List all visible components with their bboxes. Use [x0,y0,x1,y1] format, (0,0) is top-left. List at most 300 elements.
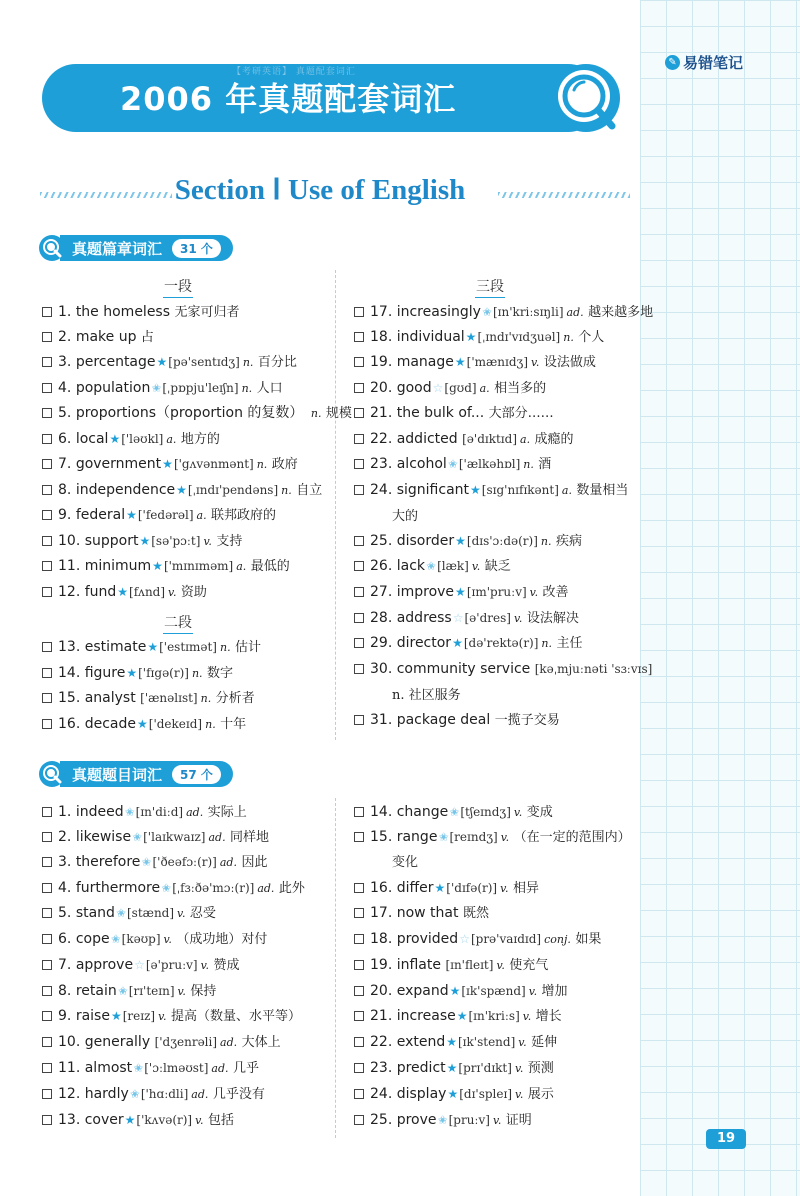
item-number: 11. [58,1060,81,1076]
item-word: retain [75,983,117,999]
item-number: 11. [58,558,81,574]
vocab-item [354,903,489,924]
vocab-item [42,327,154,348]
item-word: stand [75,905,115,921]
item-number: 1. [58,804,72,820]
checkbox[interactable] [42,668,52,678]
vocab-item [42,454,298,475]
checkbox[interactable] [42,857,52,867]
item-pos: v. [471,560,481,573]
subsection-label: 三段 [460,276,520,298]
checkbox[interactable] [354,459,364,469]
item-word: display [396,1086,447,1102]
item-phonetic: [prɪ'dɪkt] [458,1061,512,1075]
star-icon: ★ [456,1009,468,1023]
checkbox[interactable] [42,934,52,944]
checkbox[interactable] [354,1089,364,1099]
checkbox[interactable] [42,332,52,342]
item-phonetic: [sɪg'nɪfɪkənt] [481,483,559,497]
item-phonetic: [reɪndʒ] [449,830,498,844]
item-phonetic: [sə'pɔːt] [151,534,201,548]
item-pos: n. [200,692,212,705]
item-pos: v. [514,1062,524,1075]
vocab-item [354,1084,554,1105]
star-icon: ✬ [129,1087,140,1101]
item-phonetic: ['laɪkwaɪz] [143,830,206,844]
star-icon: ✬ [124,805,135,819]
item-word: raise [75,1008,110,1024]
star-icon: ★ [156,355,168,369]
star-icon: ✬ [481,305,492,319]
checkbox[interactable] [42,383,52,393]
item-meaning: 百分比 [257,355,297,370]
item-number: 30. [370,661,393,677]
item-meaning: 预测 [527,1061,554,1076]
star-icon: ☆ [432,381,444,395]
checkbox[interactable] [354,960,364,970]
vocab-item [354,429,574,450]
item-phonetic: [gʊd] [444,381,477,395]
checkbox[interactable] [354,715,364,725]
item-pos: v. [177,907,186,920]
item-word: predict [396,1060,446,1076]
checkbox[interactable] [354,1063,364,1073]
item-meaning: 赞成 [213,958,240,973]
item-word: good [396,380,432,396]
item-number: 2. [58,329,72,345]
item-meaning: 此外 [278,881,305,896]
item-number: 12. [58,584,81,600]
star-icon: ★ [465,330,477,344]
vocab-item [354,302,653,323]
item-meaning: 资助 [180,585,207,600]
star-icon: ★ [152,559,163,573]
checkbox[interactable] [42,357,52,367]
item-number: 15. [370,829,393,845]
checkbox[interactable] [354,357,364,367]
star-icon: ★ [110,1009,122,1023]
item-meaning: 大部分…… [488,406,554,421]
vocab-item [42,827,269,848]
item-word: furthermore [75,880,161,896]
item-number: 14. [370,804,393,820]
checkbox[interactable] [354,908,364,918]
checkbox[interactable] [42,307,52,317]
vocab-item [42,802,247,823]
checkbox[interactable] [354,934,364,944]
item-phonetic: [pruːv] [448,1113,490,1127]
title-banner [42,64,602,132]
item-pos: v. [515,1088,524,1101]
item-number: 24. [370,1086,393,1102]
checkbox[interactable] [354,1115,364,1125]
item-number: 25. [370,533,393,549]
item-meaning: 支持 [216,534,243,549]
item-number: 10. [58,1034,81,1050]
checkbox[interactable] [42,587,52,597]
vocab-item [354,981,568,1002]
checkbox[interactable] [354,807,364,817]
item-pos: a. [520,433,531,446]
checkbox[interactable] [42,1063,52,1073]
item-word: minimum [84,558,152,574]
item-meaning: 自立 [296,483,323,498]
checkbox[interactable] [354,832,364,842]
vocab-item [42,663,233,684]
item-phonetic: [dɪ'spleɪ] [459,1087,513,1101]
item-word: the bulk of... [396,405,485,421]
item-phonetic: [ə'dɪktɪd] [462,432,518,446]
item-number: 20. [370,380,393,396]
vocab-item [354,403,554,424]
item-phonetic: ['ænəlɪst] [140,691,198,705]
star-icon: ★ [109,432,121,446]
item-phonetic: [ˌɪndɪ'vɪdʒuəl] [477,330,561,344]
star-icon: ✬ [161,881,172,895]
item-phonetic: [ɪk'stend] [458,1035,516,1049]
vocab-item [354,531,582,552]
item-pos: n. [281,484,292,497]
item-word: local [75,431,109,447]
item-word: significant [396,482,470,498]
checkbox[interactable] [42,459,52,469]
vocab-item [354,878,539,899]
checkbox[interactable] [42,986,52,996]
star-icon: ★ [470,483,481,497]
item-number: 17. [370,304,393,320]
checkbox[interactable] [42,719,52,729]
item-word: cover [84,1112,124,1128]
item-meaning: 越来越多地 [588,305,654,320]
checkbox[interactable] [42,434,52,444]
subsection-label: 一段 [148,276,208,298]
star-icon: ★ [124,1113,136,1127]
item-number: 31. [370,712,393,728]
item-meaning: 联邦政府的 [211,508,277,523]
checkbox[interactable] [354,485,364,495]
star-icon: ★ [162,457,173,471]
item-phonetic: ['mɪnɪməm] [163,559,234,573]
item-meaning: 改善 [542,585,569,600]
item-phonetic: ['dekeɪd] [148,717,203,731]
vocab-item [354,582,569,603]
item-meaning: 人口 [256,381,283,396]
checkbox[interactable] [354,883,364,893]
item-number: 2. [58,829,72,845]
checkbox[interactable] [42,807,52,817]
page-title: 2006 年真题配套词汇 [120,80,457,118]
checkbox[interactable] [42,408,52,418]
search-icon [38,234,66,262]
item-pos: a. [196,509,207,522]
item-pos: v. [518,1036,527,1049]
item-pos: ad. [186,806,204,819]
item-number: 15. [58,690,81,706]
star-icon: ✬ [437,1113,448,1127]
item-number: 6. [58,431,72,447]
search-icon [38,760,66,788]
checkbox[interactable] [354,332,364,342]
checkbox[interactable] [42,1089,52,1099]
item-number: 7. [58,456,72,472]
column-divider [335,798,336,1138]
checkbox[interactable] [42,1037,52,1047]
grid-background [640,0,800,1196]
item-continuation: n. 社区服务 [392,688,461,703]
checkbox[interactable] [354,307,364,317]
item-meaning: 估计 [235,640,262,655]
item-word: inflate [396,957,441,973]
item-meaning: 无家可归者 [174,305,240,320]
vocab-item [354,929,601,950]
item-pos: n. [540,535,552,548]
item-phonetic: ['ɔːlməʊst] [144,1061,209,1075]
checkbox[interactable] [354,1011,364,1021]
item-number: 10. [58,533,81,549]
item-number: 9. [58,507,72,523]
item-phonetic: [reɪz] [122,1009,156,1023]
vocab-item [42,505,276,526]
vocab-item [354,1006,562,1027]
vocab-item [354,454,551,475]
item-word: proportions（proportion 的复数） [75,405,304,421]
item-phonetic: ['dʒenrəli] [154,1035,218,1049]
vocab-item [354,378,546,399]
checkbox[interactable] [42,561,52,571]
checkbox[interactable] [354,613,364,623]
item-meaning: 如果 [575,932,602,947]
item-meaning: 相当多的 [494,381,547,396]
item-meaning: 主任 [556,636,583,651]
vocab-item [354,710,560,731]
item-pos: v. [492,1114,502,1127]
star-icon: ★ [176,483,187,497]
item-pos: ad. [211,1062,229,1075]
item-pos: v. [500,882,509,895]
item-meaning: 变成 [526,805,553,820]
item-word: director [396,635,452,651]
vocab-item [42,981,216,1002]
item-phonetic: ['kʌvə(r)] [136,1113,193,1127]
page-number: 19 [706,1129,746,1149]
star-icon: ★ [139,534,151,548]
item-word: hardly [84,1086,129,1102]
item-phonetic: [ˌɪndɪ'pendəns] [187,483,279,497]
item-meaning: 因此 [241,855,268,870]
item-meaning: 成瘾的 [534,432,574,447]
checkbox[interactable] [354,383,364,393]
star-icon: ☆ [459,932,470,946]
vocab-item [354,608,579,629]
item-meaning: 增加 [541,984,568,999]
item-continuation: 大的 [392,509,419,524]
item-pos: v. [158,1010,167,1023]
star-icon: ✬ [449,805,460,819]
item-pos: v. [513,806,523,819]
item-word: independence [75,482,176,498]
item-pos: v. [522,1010,532,1023]
item-number: 20. [370,983,393,999]
star-icon: ★ [147,640,159,654]
item-meaning: 占 [140,330,154,345]
item-meaning: 相异 [512,881,539,896]
item-meaning: 证明 [505,1113,532,1128]
item-word: figure [84,665,126,681]
checkbox[interactable] [42,960,52,970]
checkbox[interactable] [354,986,364,996]
item-meaning: （在一定的范围内） [513,830,631,845]
item-word: generally [84,1034,151,1050]
checkbox[interactable] [354,587,364,597]
item-pos: n. [241,382,253,395]
item-meaning: 延伸 [531,1035,558,1050]
item-number: 3. [58,854,72,870]
star-icon: ✬ [117,984,128,998]
item-pos: n. [310,407,322,420]
vocab-item [42,352,297,373]
star-icon: ☆ [134,958,145,972]
item-word: disorder [396,533,455,549]
star-icon: ★ [434,881,446,895]
item-word: manage [396,354,454,370]
item-phonetic: ['mænɪdʒ] [466,355,528,369]
item-word: therefore [75,854,141,870]
item-number: 19. [370,354,393,370]
vocab-item [354,1058,554,1079]
part1-count: 31 个 [172,239,221,258]
item-meaning: 同样地 [230,830,270,845]
checkbox[interactable] [42,908,52,918]
item-meaning: 保持 [190,984,217,999]
part2-heading: 真题题目词汇 57 个 [38,760,233,788]
item-number: 1. [58,304,72,320]
item-phonetic: ['fɪgə(r)] [138,666,189,680]
item-number: 16. [58,716,81,732]
vocab-item [42,852,267,873]
checkbox[interactable] [354,561,364,571]
vocab-item [42,480,322,501]
item-pos: ad. [191,1088,209,1101]
item-number: 21. [370,1008,393,1024]
star-icon: ✬ [447,457,458,471]
star-icon: ✬ [141,855,152,869]
vocab-item [42,688,255,709]
item-phonetic: [kəʊp] [121,932,161,946]
item-phonetic: ['estɪmət] [159,640,217,654]
vocab-item [42,429,220,450]
item-meaning: 大体上 [241,1035,281,1050]
item-phonetic: [ɪk'spænd] [461,984,526,998]
checkbox[interactable] [42,1011,52,1021]
item-phonetic: ['ləʊkl] [121,432,164,446]
star-icon: ★ [126,666,138,680]
checkbox[interactable] [354,434,364,444]
item-phonetic: [tʃeɪndʒ] [460,805,511,819]
vocab-item [354,659,652,679]
item-phonetic: [də'rektə(r)] [463,636,539,650]
item-meaning: 提高（数量、水平等） [170,1009,301,1024]
item-word: address [396,610,452,626]
checkbox[interactable] [42,536,52,546]
vocab-item [42,1084,265,1105]
item-word: percentage [75,354,156,370]
item-number: 23. [370,456,393,472]
item-word: improve [396,584,455,600]
item-number: 22. [370,1034,393,1050]
item-word: package deal [396,712,491,728]
vocab-item [42,582,207,603]
star-icon: ★ [446,1061,458,1075]
item-meaning: 十年 [220,717,247,732]
item-meaning: 数量相当 [576,483,629,498]
magnifier-icon [548,60,628,140]
item-meaning: 设法做成 [543,355,596,370]
item-meaning: 政府 [271,457,298,472]
item-word: range [396,829,438,845]
checkbox[interactable] [354,1037,364,1047]
vocab-item [354,827,631,848]
item-phonetic: [ɪn'fleɪt] [445,958,494,972]
item-word: support [84,533,139,549]
star-icon: ✬ [110,932,121,946]
item-word: increasingly [396,304,481,320]
star-icon: ★ [452,636,463,650]
item-pos: v. [195,1114,204,1127]
item-phonetic: ['ðeəfɔː(r)] [152,855,217,869]
item-word: lack [396,558,425,574]
item-number: 22. [370,431,393,447]
checkbox[interactable] [42,642,52,652]
item-phonetic: [ɪn'diːd] [135,805,184,819]
vocab-item [42,929,267,950]
checkbox[interactable] [42,485,52,495]
item-phonetic: [ˌfɜːðə'mɔː(r)] [172,881,255,895]
checkbox[interactable] [42,832,52,842]
item-meaning: 规模 [325,406,352,421]
star-icon: ✬ [132,830,143,844]
checkbox[interactable] [354,408,364,418]
checkbox[interactable] [354,664,364,674]
checkbox[interactable] [354,536,364,546]
vocab-item [42,403,352,424]
checkbox[interactable] [42,510,52,520]
item-word: almost [84,1060,133,1076]
item-phonetic: [ɪn'kriːs] [468,1009,520,1023]
checkbox[interactable] [354,638,364,648]
item-number: 28. [370,610,393,626]
item-phonetic: [stænd] [127,906,175,920]
item-number: 26. [370,558,393,574]
brand-label: ✎ 易错笔记 [665,52,743,73]
item-number: 13. [58,1112,81,1128]
item-phonetic: [rɪ'teɪn] [128,984,175,998]
vocab-item [354,633,582,654]
item-word: estimate [84,639,147,655]
item-pos: v. [168,586,177,599]
checkbox[interactable] [42,883,52,893]
checkbox[interactable] [42,1115,52,1125]
checkbox[interactable] [42,693,52,703]
item-number: 17. [370,905,393,921]
item-pos: ad. [219,856,237,869]
item-meaning: 增长 [535,1009,562,1024]
item-pos: v. [500,831,510,844]
item-number: 23. [370,1060,393,1076]
vocab-item [354,802,553,823]
item-word: addicted [396,431,458,447]
item-word: the homeless [75,304,171,320]
vocab-item [354,327,604,348]
